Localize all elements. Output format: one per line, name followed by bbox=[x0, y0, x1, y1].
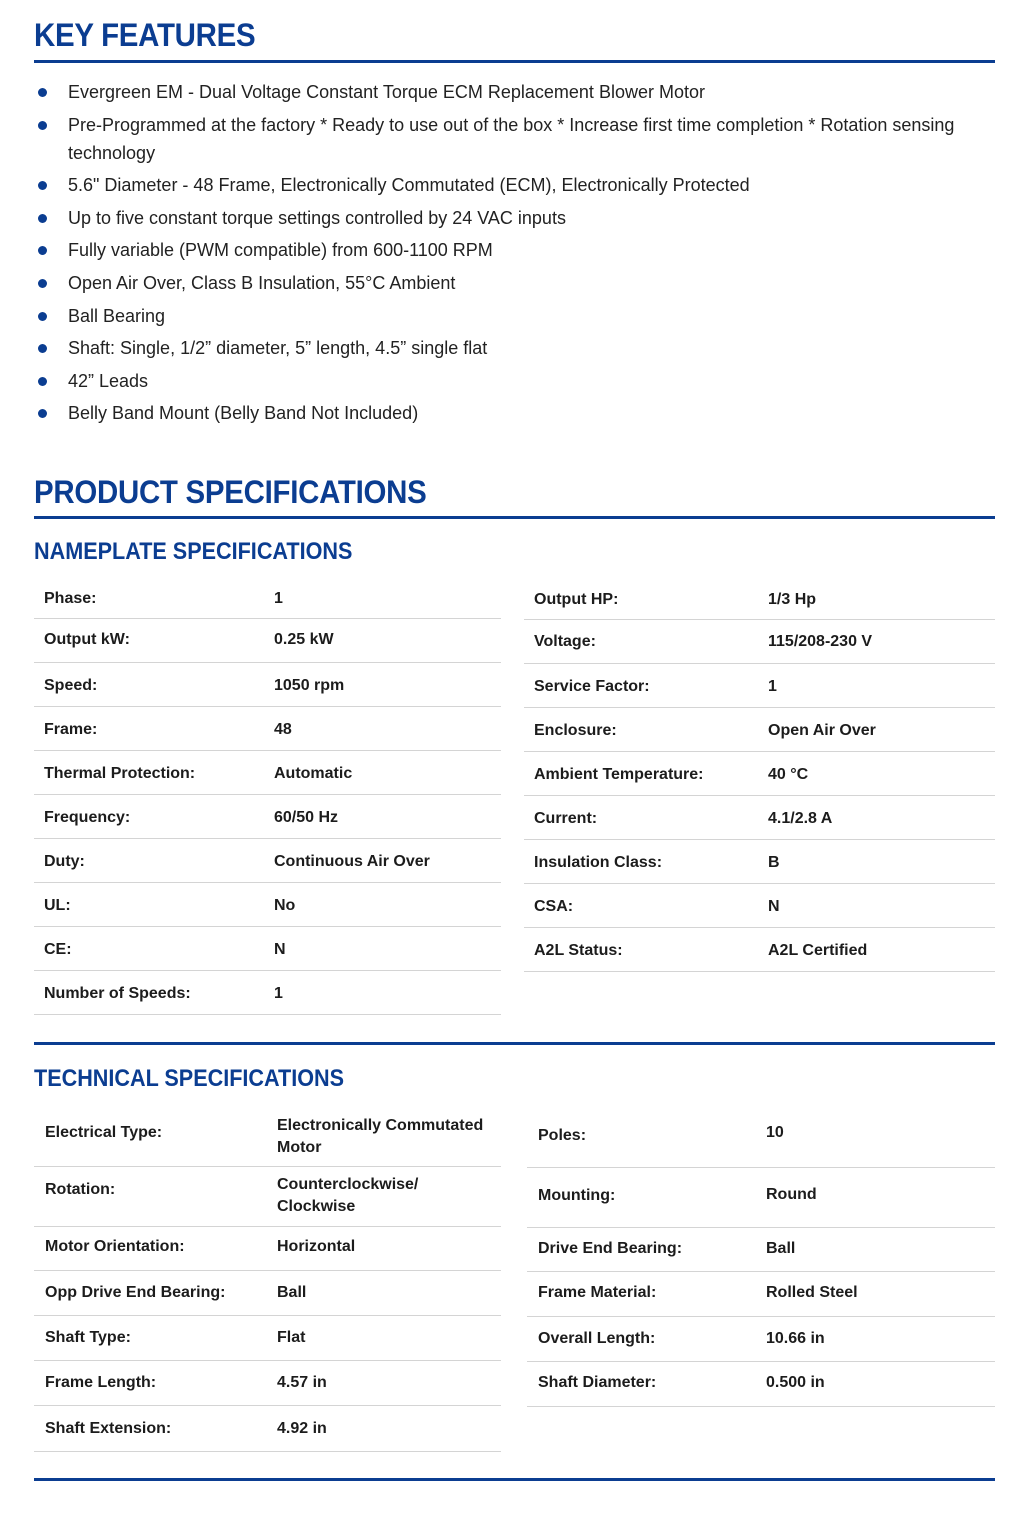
spec-value: Automatic bbox=[274, 765, 353, 782]
bullet-icon bbox=[38, 279, 47, 288]
spec-row bbox=[34, 1167, 501, 1227]
spec-label: Enclosure: bbox=[534, 722, 617, 739]
feature-item: Fully variable (PWM compatible) from 600-1100 RPM bbox=[34, 236, 995, 264]
spec-row bbox=[524, 576, 995, 620]
spec-label: A2L Status: bbox=[534, 942, 623, 959]
spec-label: Frame Length: bbox=[45, 1374, 157, 1391]
spec-row bbox=[34, 663, 501, 707]
spec-row bbox=[527, 1110, 995, 1168]
spec-label: Service Factor: bbox=[534, 678, 650, 695]
spec-row bbox=[34, 1110, 501, 1167]
spec-label: Mounting: bbox=[538, 1187, 616, 1204]
spec-label: Frame: bbox=[44, 721, 98, 738]
spec-label: Current: bbox=[534, 810, 598, 827]
spec-row bbox=[524, 928, 995, 972]
spec-value: 60/50 Hz bbox=[274, 809, 339, 826]
spec-row bbox=[527, 1272, 995, 1317]
spec-label: Shaft Extension: bbox=[45, 1420, 172, 1437]
spec-row bbox=[34, 839, 501, 883]
spec-value: Continuous Air Over bbox=[274, 853, 430, 870]
feature-item: Up to five constant torque settings controlled by 24 VAC inputs bbox=[34, 204, 995, 232]
spec-value: Horizontal bbox=[277, 1238, 356, 1255]
spec-value: 1/3 Hp bbox=[768, 591, 817, 608]
bottom-rule bbox=[34, 1478, 995, 1481]
spec-row bbox=[524, 620, 995, 664]
spec-value: Ball bbox=[277, 1284, 307, 1301]
spec-row bbox=[34, 1227, 501, 1271]
spec-label: Poles: bbox=[538, 1127, 587, 1144]
feature-item: Shaft: Single, 1/2” diameter, 5” length, 4.5” single flat bbox=[34, 334, 995, 362]
feature-item: 42” Leads bbox=[34, 367, 995, 395]
spec-row bbox=[34, 1361, 501, 1406]
spec-value: 1050 rpm bbox=[274, 677, 345, 694]
spec-label: Rotation: bbox=[45, 1181, 116, 1198]
spec-value: 10.66 in bbox=[766, 1330, 825, 1347]
spec-label: CE: bbox=[44, 941, 72, 958]
spec-value: N bbox=[768, 898, 780, 915]
spec-label: Overall Length: bbox=[538, 1330, 656, 1347]
spec-row bbox=[34, 795, 501, 839]
spec-value: Round bbox=[766, 1186, 817, 1203]
key-features-heading: KEY FEATURES bbox=[34, 17, 256, 53]
spec-row bbox=[34, 971, 501, 1015]
spec-value: 1 bbox=[768, 678, 777, 695]
spec-label: Frequency: bbox=[44, 809, 131, 826]
spec-value: 1 bbox=[274, 590, 283, 607]
spec-row bbox=[34, 1271, 501, 1316]
technical-section-rule bbox=[34, 1042, 995, 1045]
spec-value: 40 °C bbox=[768, 766, 809, 783]
spec-row bbox=[524, 752, 995, 796]
spec-row bbox=[527, 1168, 995, 1228]
nameplate-specifications-heading: NAMEPLATE SPECIFICATIONS bbox=[34, 538, 353, 565]
spec-label: Speed: bbox=[44, 677, 98, 694]
spec-label: Frame Material: bbox=[538, 1284, 657, 1301]
spec-value: Electronically Commutated Motor bbox=[277, 1117, 484, 1156]
key-features-rule bbox=[34, 60, 995, 63]
technical-right-column bbox=[527, 1110, 995, 1407]
bullet-icon bbox=[38, 121, 47, 130]
spec-row bbox=[524, 840, 995, 884]
spec-row bbox=[34, 927, 501, 971]
spec-label: CSA: bbox=[534, 898, 574, 915]
spec-row bbox=[527, 1228, 995, 1272]
bullet-icon bbox=[38, 312, 47, 321]
spec-label: Phase: bbox=[44, 590, 97, 607]
spec-value: No bbox=[274, 897, 296, 914]
spec-value: 4.1/2.8 A bbox=[768, 810, 833, 827]
product-specifications-heading: PRODUCT SPECIFICATIONS bbox=[34, 474, 427, 510]
spec-value: 0.25 kW bbox=[274, 631, 334, 648]
spec-value: 48 bbox=[274, 721, 292, 738]
spec-label: Ambient Temperature: bbox=[534, 766, 704, 783]
nameplate-left-column bbox=[34, 576, 501, 1015]
spec-label: Voltage: bbox=[534, 633, 596, 650]
nameplate-right-column bbox=[524, 576, 995, 972]
bullet-icon bbox=[38, 88, 47, 97]
spec-row bbox=[34, 1406, 501, 1452]
spec-row bbox=[34, 1316, 501, 1361]
spec-row bbox=[34, 883, 501, 927]
spec-value: N bbox=[274, 941, 286, 958]
spec-label: Number of Speeds: bbox=[44, 985, 191, 1002]
spec-row bbox=[34, 751, 501, 795]
spec-row bbox=[34, 619, 501, 663]
spec-row bbox=[34, 576, 501, 619]
spec-value: A2L Certified bbox=[768, 942, 868, 959]
feature-item: Belly Band Mount (Belly Band Not Included) bbox=[34, 399, 995, 427]
feature-item: Ball Bearing bbox=[34, 302, 995, 330]
product-specifications-rule bbox=[34, 516, 995, 519]
spec-value: Rolled Steel bbox=[766, 1284, 858, 1301]
spec-value: B bbox=[768, 854, 780, 871]
spec-row bbox=[34, 707, 501, 751]
technical-specifications-heading: TECHNICAL SPECIFICATIONS bbox=[34, 1065, 345, 1092]
key-features-list bbox=[34, 78, 995, 432]
spec-value: 4.57 in bbox=[277, 1374, 327, 1391]
spec-value: 0.500 in bbox=[766, 1374, 825, 1391]
spec-label: Output kW: bbox=[44, 631, 130, 648]
spec-value: Flat bbox=[277, 1329, 306, 1346]
spec-label: Duty: bbox=[44, 853, 85, 870]
spec-row bbox=[527, 1317, 995, 1362]
spec-value: Open Air Over bbox=[768, 722, 876, 739]
spec-label: Thermal Protection: bbox=[44, 765, 196, 782]
feature-item: Open Air Over, Class B Insulation, 55°C Ambient bbox=[34, 269, 995, 297]
bullet-icon bbox=[38, 409, 47, 418]
bullet-icon bbox=[38, 214, 47, 223]
spec-value: Ball bbox=[766, 1240, 796, 1257]
spec-label: Opp Drive End Bearing: bbox=[45, 1284, 226, 1301]
spec-value: 10 bbox=[766, 1124, 784, 1141]
spec-label: Insulation Class: bbox=[534, 854, 663, 871]
spec-row bbox=[524, 884, 995, 928]
spec-label: UL: bbox=[44, 897, 71, 914]
bullet-icon bbox=[38, 344, 47, 353]
feature-item: 5.6" Diameter - 48 Frame, Electronically Commutated (ECM), Electronically Protected bbox=[34, 171, 995, 199]
feature-item: Pre-Programmed at the factory * Ready to use out of the box * Increase first time completion * Rotation sensing technology bbox=[34, 111, 995, 167]
bullet-icon bbox=[38, 181, 47, 190]
spec-value: 115/208-230 V bbox=[768, 633, 873, 650]
spec-row bbox=[524, 708, 995, 752]
spec-row bbox=[524, 664, 995, 708]
feature-item: Evergreen EM - Dual Voltage Constant Torque ECM Replacement Blower Motor bbox=[34, 78, 995, 106]
spec-row bbox=[524, 796, 995, 840]
spec-label: Shaft Type: bbox=[45, 1329, 131, 1346]
spec-label: Electrical Type: bbox=[45, 1124, 163, 1141]
bullet-icon bbox=[38, 246, 47, 255]
spec-value: 1 bbox=[274, 985, 283, 1002]
technical-left-column bbox=[34, 1110, 501, 1452]
spec-value: 4.92 in bbox=[277, 1420, 327, 1437]
spec-row bbox=[527, 1362, 995, 1407]
spec-label: Motor Orientation: bbox=[45, 1238, 185, 1255]
spec-label: Output HP: bbox=[534, 591, 619, 608]
spec-label: Shaft Diameter: bbox=[538, 1374, 657, 1391]
spec-label: Drive End Bearing: bbox=[538, 1240, 683, 1257]
bullet-icon bbox=[38, 377, 47, 386]
spec-value: Counterclockwise/ Clockwise bbox=[277, 1176, 419, 1215]
